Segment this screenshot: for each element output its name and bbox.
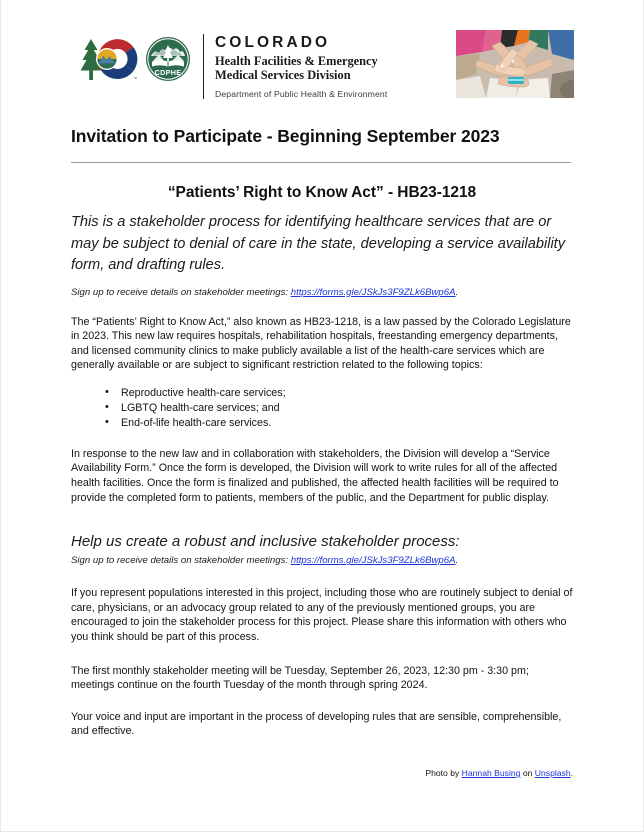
division-name-line1: Health Facilities & Emergency	[215, 54, 378, 68]
department-name: Department of Public Health & Environment	[215, 89, 388, 100]
signup-link-top[interactable]: https://forms.gle/JSkJs3F9ZLk6Bwp6A	[290, 286, 456, 298]
photo-credit	[71, 768, 573, 779]
document-header	[1, 0, 644, 112]
cdphe-seal-logo	[145, 36, 191, 82]
logo-marks	[77, 33, 191, 83]
division-name-line2: Medical Services Division	[215, 67, 351, 82]
state-name: COLORADO	[215, 34, 331, 51]
section-heading-help-us: Help us create a robust and inclusive stakeholder process:	[71, 533, 460, 551]
document-body	[71, 125, 573, 778]
photo-credit-middle: on	[520, 768, 535, 778]
topics-list	[71, 386, 573, 431]
signup-suffix-bottom: .	[455, 555, 459, 567]
photo-credit-suffix: .	[570, 768, 573, 778]
hands-together-photo	[456, 30, 574, 98]
paragraph-intro: The “Patients’ Right to Know Act,” also known as HB23-1218, is a law passed by the Colorado Legislature in 2023. This new law requires hospitals, rehabilitation hospitals, freestanding emergency departments, and licensed community clinics to make publicly available a list of the health-care services which are generally available or are subject to significant restriction related to the following topics:	[71, 315, 571, 372]
signup-line-bottom	[71, 554, 573, 567]
signup-prefix-top: Sign up to receive details on stakeholder meetings:	[71, 286, 291, 298]
paragraph-service-form: In response to the new law and in collaboration with stakeholders, the Division will develop a “Service Availability Form.” Once the form is developed, the Division will work to write rules for all of the affected health facilities. Once the form is finalized and published, the affected health facilities will be required to provide the completed form to patients, members of the public, and the Department for public display.	[71, 447, 559, 504]
signup-prefix-bottom: Sign up to receive details on stakeholder meetings:	[71, 555, 291, 567]
paragraph-meeting-schedule: The first monthly stakeholder meeting will be Tuesday, September 26, 2023, 12:30 pm - 3:30 pm; meetings continue on the fourth Tuesday of the month through spring 2024.	[71, 664, 529, 692]
list-item: • End-of-life health-care services.	[105, 416, 573, 431]
signup-suffix-top: .	[455, 286, 459, 298]
svg-text:CDPHE: CDPHE	[154, 68, 182, 78]
signup-link-bottom[interactable]: https://forms.gle/JSkJs3F9ZLk6Bwp6A	[290, 555, 456, 567]
list-item: • LGBTQ health-care services; and	[105, 401, 573, 416]
lede-paragraph: This is a stakeholder process for identifying healthcare services that are or may be subject to denial of care in the state, developing a service availability form, and drafting rules.	[71, 214, 566, 273]
svg-text:™: ™	[133, 76, 137, 81]
photo-author-link[interactable]: Hannah Busing	[461, 768, 521, 778]
photo-credit-prefix: Photo by	[425, 768, 462, 778]
brand-text	[215, 33, 387, 99]
brand-lockup	[77, 33, 387, 99]
paragraph-closing: Your voice and input are important in the process of developing rules that are sensible, comprehensible, and effective.	[71, 710, 562, 738]
brand-divider	[203, 34, 204, 99]
list-item: • Reproductive health-care services;	[105, 386, 573, 401]
paragraph-who-should-join: If you represent populations interested in this project, including those who are routinely subject to denial of care, physicians, or an advocacy group related to any of the previously mentioned groups, you are encouraged to join the stakeholder process for this project. Please share this information with others who you think should be part of this process.	[71, 587, 573, 644]
title-divider	[71, 162, 571, 163]
colorado-c-logo	[77, 35, 139, 83]
photo-source-link[interactable]: Unsplash	[534, 768, 571, 778]
page-title: Invitation to Participate - Beginning September 2023	[71, 126, 500, 146]
act-title: “Patients’ Right to Know Act” - HB23-1218	[167, 184, 477, 201]
signup-line-top	[71, 286, 573, 299]
